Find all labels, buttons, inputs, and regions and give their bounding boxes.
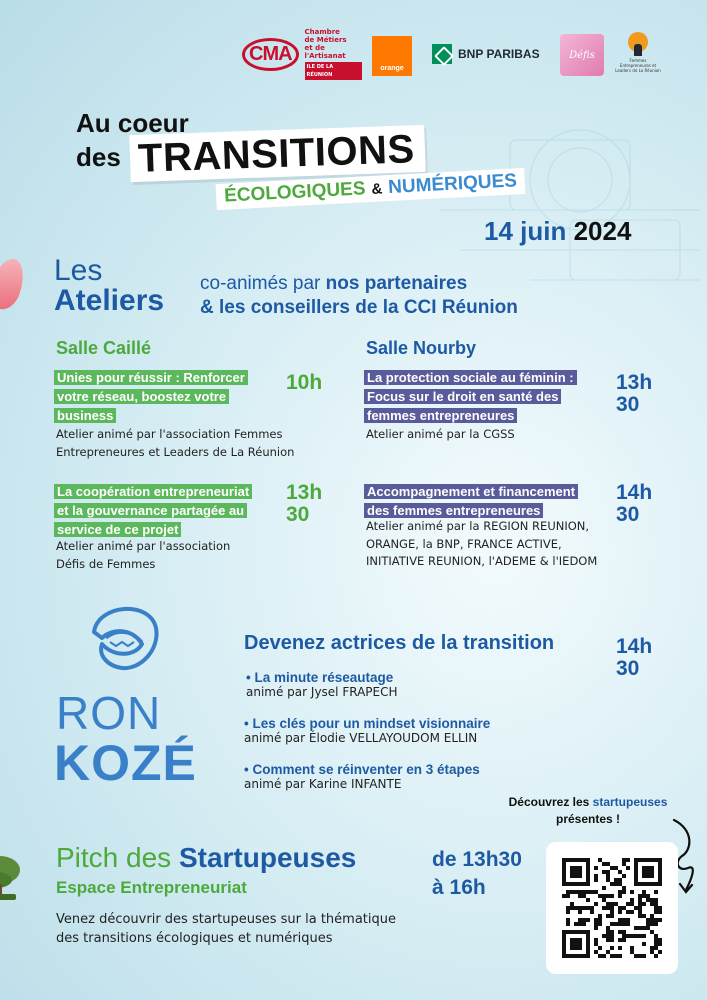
qr-module xyxy=(594,942,598,946)
qr-code[interactable] xyxy=(562,858,662,958)
workshop-1-desc xyxy=(56,426,294,461)
qr-module xyxy=(654,922,658,926)
qr-module xyxy=(650,914,654,918)
lips-icon xyxy=(84,598,164,674)
qr-module xyxy=(618,946,622,950)
qr-module xyxy=(594,950,598,954)
workshop-4-time-line: 14h xyxy=(616,481,653,504)
qr-module xyxy=(646,898,650,902)
workshop-3-title-line: La coopération entrepreneuriat xyxy=(54,484,252,499)
pitch-desc-line: Venez découvrir des startupeuses sur la thématique xyxy=(56,912,396,927)
qr-module xyxy=(606,862,610,866)
workshop-2-title-line: femmes entrepreneures xyxy=(364,408,517,423)
qr-module xyxy=(606,894,610,898)
qr-module xyxy=(610,866,614,870)
qr-module xyxy=(602,870,606,874)
cma-logo-line3: et de l'Artisanat xyxy=(304,44,346,60)
qr-module xyxy=(622,886,626,890)
qr-module xyxy=(610,930,614,934)
qr-module xyxy=(618,870,622,874)
qr-module xyxy=(598,954,602,958)
qr-module xyxy=(598,918,602,922)
qr-module xyxy=(614,922,618,926)
qr-module xyxy=(630,934,634,938)
assoc-figure-icon xyxy=(628,32,648,52)
qr-module xyxy=(606,914,610,918)
qr-module xyxy=(650,930,654,934)
qr-module xyxy=(618,882,622,886)
qr-module xyxy=(654,954,658,958)
qr-module xyxy=(594,866,598,870)
qr-module xyxy=(630,902,634,906)
qr-module xyxy=(582,922,586,926)
qr-module xyxy=(626,902,630,906)
bnp-star-icon xyxy=(432,44,452,64)
qr-module xyxy=(622,934,626,938)
qr-module xyxy=(590,910,594,914)
qr-module xyxy=(606,950,610,954)
qr-module xyxy=(614,902,618,906)
defis-de-femmes-logo xyxy=(560,34,604,76)
qr-module xyxy=(574,922,578,926)
qr-module xyxy=(654,942,658,946)
qr-module xyxy=(618,878,622,882)
qr-module xyxy=(622,930,626,934)
qr-module xyxy=(638,894,642,898)
orange-logo-text: orange xyxy=(380,65,404,72)
workshop-3-time-line: 13h xyxy=(286,481,323,504)
qr-module xyxy=(594,890,598,894)
workshop-4-title-line: des femmes entrepreneures xyxy=(364,503,543,518)
qr-module xyxy=(578,906,582,910)
qr-module xyxy=(610,922,614,926)
workshop-2-title-line: Focus sur le droit en santé des xyxy=(364,389,561,404)
qr-module xyxy=(610,914,614,918)
qr-module xyxy=(654,910,658,914)
qr-module xyxy=(570,906,574,910)
ron-text: RON xyxy=(56,687,162,739)
qr-module xyxy=(586,906,590,910)
qr-module xyxy=(610,946,614,950)
pitch-time-line1: de 13h30 xyxy=(432,848,522,871)
qr-module xyxy=(598,946,602,950)
qr-module xyxy=(658,906,662,910)
qr-module xyxy=(654,890,658,894)
qr-module xyxy=(626,910,630,914)
qr-module xyxy=(638,926,642,930)
qr-module xyxy=(594,918,598,922)
qr-module xyxy=(570,902,574,906)
workshop-1-title xyxy=(54,368,284,425)
qr-module xyxy=(658,918,662,922)
orange-logo xyxy=(372,36,412,76)
qr-module xyxy=(606,930,610,934)
title-line-au-coeur: Au coeur xyxy=(76,108,189,138)
qr-module xyxy=(638,914,642,918)
ron-koze-heading: Devenez actrices de la transition xyxy=(244,632,555,654)
ron-koze-item-desc: animé par Karine INFANTE xyxy=(244,777,402,791)
qr-module xyxy=(586,898,590,902)
qr-module xyxy=(618,930,622,934)
qr-module xyxy=(586,918,590,922)
workshop-1-desc-line: Entrepreneures et Leaders de La Réunion xyxy=(56,444,295,459)
workshop-4-desc-line: ORANGE, la BNP, FRANCE ACTIVE, xyxy=(366,536,562,551)
qr-module xyxy=(594,902,598,906)
koze-text: KOZÉ xyxy=(54,735,197,791)
qr-module xyxy=(594,926,598,930)
qr-module xyxy=(638,898,642,902)
femmes-entrepreneures-logo xyxy=(614,32,662,80)
qr-module xyxy=(634,954,638,958)
qr-module xyxy=(646,894,650,898)
qr-module xyxy=(622,862,626,866)
qr-module xyxy=(650,898,654,902)
cma-logo xyxy=(242,28,362,78)
decouvrez-bold: startupeuses xyxy=(592,795,668,809)
qr-module xyxy=(618,954,622,958)
workshop-4-time xyxy=(616,482,652,526)
qr-module xyxy=(606,870,610,874)
qr-module xyxy=(594,878,598,882)
qr-module xyxy=(642,894,646,898)
qr-module xyxy=(566,922,570,926)
qr-module xyxy=(582,894,586,898)
qr-module xyxy=(614,954,618,958)
workshop-4-desc xyxy=(366,518,597,571)
qr-module xyxy=(630,910,634,914)
qr-module xyxy=(618,894,622,898)
ateliers-coanimes xyxy=(200,272,518,320)
pitch-heading-bold: Startupeuses xyxy=(178,842,357,873)
qr-module xyxy=(622,874,626,878)
qr-module xyxy=(658,910,662,914)
assoc-logo-text: Femmes Entrepreneures et Leaders de La Réunion xyxy=(615,58,661,73)
pitch-time xyxy=(432,846,522,902)
qr-module xyxy=(650,902,654,906)
qr-finder xyxy=(642,866,654,878)
qr-code-card[interactable] xyxy=(546,842,678,974)
section-ateliers: Ateliers xyxy=(54,284,165,317)
pitch-description xyxy=(56,910,396,948)
workshop-2-title xyxy=(364,368,614,425)
qr-module xyxy=(598,922,602,926)
qr-module xyxy=(606,926,610,930)
qr-module xyxy=(630,950,634,954)
qr-module xyxy=(622,918,626,922)
pitch-heading-pre: Pitch des xyxy=(56,842,179,873)
workshop-4-desc-line: Atelier animé par la REGION REUNION, xyxy=(366,519,590,533)
cma-logo-line1: Chambre xyxy=(304,28,340,36)
cma-logo-sub: ILE DE LA RÉUNION xyxy=(305,62,362,80)
qr-module xyxy=(594,874,598,878)
qr-module xyxy=(574,906,578,910)
qr-module xyxy=(586,890,590,894)
qr-module xyxy=(650,950,654,954)
workshop-1-time-line: 10h xyxy=(286,371,323,394)
qr-module xyxy=(626,934,630,938)
ron-koze-time xyxy=(616,636,652,680)
qr-module xyxy=(634,926,638,930)
pitch-heading xyxy=(56,842,356,874)
workshop-4-desc-line: INITIATIVE REUNION, l'ADEME & l'IEDOM xyxy=(366,554,598,568)
qr-module xyxy=(626,866,630,870)
qr-module xyxy=(598,914,602,918)
qr-module xyxy=(630,946,634,950)
ron-koze-item-desc: animé par Jysel FRAPECH xyxy=(246,685,398,699)
qr-module xyxy=(602,894,606,898)
workshop-3-title-line: service de ce projet xyxy=(54,522,181,537)
petal-decoration xyxy=(0,255,29,314)
qr-module xyxy=(622,938,626,942)
workshop-3-desc-line: Défis de Femmes xyxy=(56,556,156,571)
qr-module xyxy=(618,906,622,910)
qr-module xyxy=(602,954,606,958)
workshop-1-title-line: votre réseau, boostez votre xyxy=(54,389,229,404)
workshop-3-title xyxy=(54,482,284,539)
coanimes-pre: co-animés par xyxy=(200,273,326,294)
qr-module xyxy=(602,862,606,866)
qr-module xyxy=(566,910,570,914)
qr-module xyxy=(610,934,614,938)
qr-module xyxy=(618,910,622,914)
ron-koze-time-line: 14h xyxy=(616,635,653,658)
qr-module xyxy=(590,906,594,910)
qr-module xyxy=(598,858,602,862)
title-transitions: TRANSITIONS xyxy=(129,125,425,182)
qr-module xyxy=(578,910,582,914)
qr-module xyxy=(578,922,582,926)
qr-module xyxy=(578,894,582,898)
qr-module xyxy=(654,902,658,906)
qr-module xyxy=(606,906,610,910)
qr-module xyxy=(602,906,606,910)
title-ecologiques: ÉCOLOGIQUES xyxy=(223,178,366,207)
qr-module xyxy=(654,946,658,950)
qr-module xyxy=(650,946,654,950)
pitch-desc-line: des transitions écologiques et numériques xyxy=(56,931,333,946)
qr-module xyxy=(562,894,566,898)
workshop-1-desc-line: Atelier animé par l'association Femmes xyxy=(56,427,283,441)
workshop-1-title-line: business xyxy=(54,408,116,423)
ron-koze-time-line: 30 xyxy=(616,657,640,680)
qr-module xyxy=(642,890,646,894)
qr-module xyxy=(622,922,626,926)
qr-module xyxy=(622,890,626,894)
qr-module xyxy=(622,906,626,910)
qr-module xyxy=(606,902,610,906)
workshop-3-time xyxy=(286,482,322,526)
qr-module xyxy=(654,906,658,910)
qr-module xyxy=(598,894,602,898)
qr-module xyxy=(638,934,642,938)
defis-logo-text: Défis xyxy=(569,49,595,61)
qr-module xyxy=(610,910,614,914)
qr-module xyxy=(626,918,630,922)
qr-module xyxy=(602,898,606,902)
section-les: Les xyxy=(54,254,103,287)
qr-module xyxy=(606,874,610,878)
title-numeriques: NUMÉRIQUES xyxy=(387,170,518,199)
pitch-time-line2: à 16h xyxy=(432,876,486,899)
qr-module xyxy=(642,934,646,938)
qr-module xyxy=(610,954,614,958)
qr-module xyxy=(606,878,610,882)
coanimes-line2: & les conseillers de la CCI Réunion xyxy=(200,297,518,318)
bonsai-tree-decoration xyxy=(0,856,20,902)
qr-module xyxy=(646,926,650,930)
decouvrez-callout xyxy=(504,794,672,828)
qr-module xyxy=(646,922,650,926)
ron-koze-item-title: • La minute réseautage xyxy=(246,670,394,685)
decouvrez-pre: Découvrez les xyxy=(508,795,593,809)
qr-module xyxy=(654,938,658,942)
title-line-des: des xyxy=(76,142,121,172)
date-day: 14 juin xyxy=(484,216,567,246)
ron-koze-item-3 xyxy=(244,762,480,791)
qr-module xyxy=(642,902,646,906)
workshop-2-time-line: 13h xyxy=(616,371,653,394)
qr-module xyxy=(634,934,638,938)
qr-module xyxy=(642,914,646,918)
qr-module xyxy=(570,890,574,894)
qr-module xyxy=(658,950,662,954)
qr-module xyxy=(618,922,622,926)
workshop-2-time xyxy=(616,372,652,416)
qr-module xyxy=(594,922,598,926)
salle-caille-heading: Salle Caillé xyxy=(56,338,152,358)
qr-module xyxy=(602,934,606,938)
workshop-2-desc xyxy=(366,426,515,444)
qr-module xyxy=(658,942,662,946)
ron-koze-item-title: • Les clés pour un mindset visionnaire xyxy=(244,716,491,731)
cma-logo-mark: CMA xyxy=(242,38,299,71)
qr-module xyxy=(642,942,646,946)
salle-nourby-heading: Salle Nourby xyxy=(366,338,477,358)
qr-module xyxy=(578,890,582,894)
decouvrez-line2: présentes ! xyxy=(555,812,621,826)
workshop-2-desc-line: Atelier animé par la CGSS xyxy=(366,427,515,441)
qr-module xyxy=(610,906,614,910)
event-date xyxy=(484,216,631,247)
qr-module xyxy=(638,902,642,906)
qr-module xyxy=(602,886,606,890)
workshop-1-time xyxy=(286,372,322,394)
qr-module xyxy=(610,902,614,906)
workshop-3-desc xyxy=(56,538,230,573)
qr-module xyxy=(566,890,570,894)
workshop-3-desc-line: Atelier animé par l'association xyxy=(56,539,231,553)
cma-logo-line2: de Métiers xyxy=(304,36,347,44)
bnp-logo-text: BNP PARIBAS xyxy=(458,47,540,61)
workshop-3-time-line: 30 xyxy=(286,503,310,526)
qr-module xyxy=(618,918,622,922)
qr-module xyxy=(642,926,646,930)
ron-koze-item-2 xyxy=(244,716,490,745)
qr-module xyxy=(638,954,642,958)
pitch-subheading: Espace Entrepreneuriat xyxy=(56,878,247,897)
qr-module xyxy=(654,898,658,902)
qr-finder xyxy=(570,938,582,950)
ron-koze-item-title: • Comment se réinventer en 3 étapes xyxy=(244,762,480,777)
qr-module xyxy=(566,894,570,898)
workshop-4-time-line: 30 xyxy=(616,503,640,526)
qr-module xyxy=(638,910,642,914)
qr-module xyxy=(622,858,626,862)
qr-module xyxy=(618,890,622,894)
qr-module xyxy=(642,954,646,958)
qr-module xyxy=(582,890,586,894)
workshop-2-title-line: La protection sociale au féminin : xyxy=(364,370,577,385)
qr-module xyxy=(614,882,618,886)
title-ampersand: & xyxy=(371,180,383,198)
bnp-paribas-logo xyxy=(432,43,540,65)
qr-module xyxy=(574,890,578,894)
qr-module xyxy=(658,938,662,942)
qr-module xyxy=(606,934,610,938)
qr-module xyxy=(610,882,614,886)
workshop-1-title-line: Unies pour réussir : Renforcer xyxy=(54,370,248,385)
qr-module xyxy=(650,918,654,922)
qr-module xyxy=(610,938,614,942)
qr-module xyxy=(614,866,618,870)
qr-module xyxy=(606,938,610,942)
qr-module xyxy=(566,906,570,910)
qr-module xyxy=(630,898,634,902)
qr-module xyxy=(566,918,570,922)
workshop-4-title xyxy=(364,482,614,520)
workshop-3-title-line: et la gouvernance partagée au xyxy=(54,503,247,518)
qr-module xyxy=(634,906,638,910)
qr-module xyxy=(614,878,618,882)
qr-module xyxy=(618,938,622,942)
qr-module xyxy=(654,918,658,922)
qr-module xyxy=(594,938,598,942)
coanimes-partners: nos partenaires xyxy=(325,273,468,294)
qr-module xyxy=(638,906,642,910)
qr-module xyxy=(582,906,586,910)
qr-module xyxy=(582,918,586,922)
ron-koze-item-1 xyxy=(246,670,398,699)
workshop-2-time-line: 30 xyxy=(616,393,640,416)
qr-module xyxy=(630,890,634,894)
qr-module xyxy=(578,918,582,922)
qr-module xyxy=(646,918,650,922)
qr-module xyxy=(654,934,658,938)
qr-module xyxy=(610,894,614,898)
qr-module xyxy=(590,890,594,894)
qr-finder xyxy=(570,866,582,878)
workshop-4-title-line: Accompagnement et financement xyxy=(364,484,578,499)
date-year: 2024 xyxy=(573,216,632,246)
qr-module xyxy=(626,922,630,926)
qr-module xyxy=(626,858,630,862)
ron-koze-item-desc: animé par Élodie VELLAYOUDOM ELLIN xyxy=(244,731,478,745)
qr-module xyxy=(650,922,654,926)
